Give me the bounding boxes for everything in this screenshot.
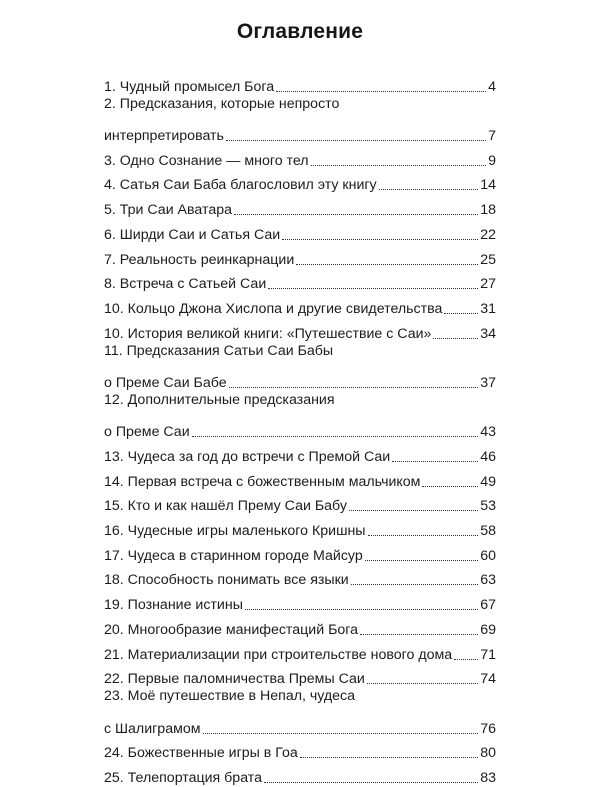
toc-entry [104, 392, 496, 441]
toc-entry-line-last [104, 71, 496, 96]
toc-entry-title: 16. Чудесные игры маленького Кришны [104, 523, 366, 540]
toc-entry-line-last [104, 269, 496, 294]
toc-entry-line-last [104, 120, 496, 145]
toc-page-number: 31 [480, 300, 496, 317]
toc-entry [104, 565, 496, 590]
dot-leader [229, 387, 479, 388]
toc-entry-line-last [104, 145, 496, 170]
dot-leader [268, 288, 478, 289]
toc-entry [104, 664, 496, 689]
toc-entry-line-last [104, 367, 496, 392]
toc-page-number: 7 [488, 128, 496, 145]
toc-entry [104, 639, 496, 664]
toc-entry [104, 688, 496, 737]
toc-entry-title: 13. Чудеса за год до встречи с Премой Саи [104, 449, 391, 465]
toc-entry-line [104, 392, 496, 417]
toc-entry-line-last [104, 170, 496, 195]
dot-leader [349, 510, 478, 511]
dot-leader [300, 757, 478, 758]
toc-entry-title: 21. Материализации при строительстве нового дома [104, 646, 453, 663]
toc-entry-title: 25. Телепортация брата [104, 769, 263, 786]
toc-entry [104, 466, 496, 491]
toc-entry-line-last [104, 664, 496, 689]
page-title: Оглавление [236, 20, 364, 43]
toc-entry [104, 318, 496, 343]
toc-entry-title: 24. Божественные игры в Гоа [104, 745, 298, 762]
toc-page-number: 76 [480, 720, 496, 737]
dot-leader [392, 461, 478, 462]
toc-entry [104, 343, 496, 392]
dot-leader [192, 436, 479, 437]
dot-leader [367, 683, 478, 684]
toc-entry-title: 4. Сатья Саи Баба благословил эту книгу [104, 177, 377, 194]
dot-leader [360, 634, 478, 635]
dot-leader [276, 91, 486, 92]
toc-entry-title: 10. История великой книги: «Путешествие с Саи» [104, 325, 432, 342]
toc-entry-title: 19. Познание истины [104, 597, 243, 614]
toc-page-number: 71 [480, 646, 496, 663]
toc-entry-line-last [104, 713, 496, 738]
toc-page-number: 18 [480, 202, 496, 219]
toc-page-number: 58 [480, 523, 496, 540]
dot-leader [264, 782, 478, 783]
toc-entry-line-last [104, 639, 496, 664]
toc-page-number: 43 [480, 424, 496, 441]
toc-entry-title: с Шалиграмом [104, 720, 201, 737]
dot-leader [351, 584, 478, 585]
toc-page-number: 63 [480, 572, 496, 589]
dot-leader [203, 733, 479, 734]
toc-entry [104, 515, 496, 540]
toc-entry-line-last [104, 244, 496, 269]
toc-entry-line-last [104, 491, 496, 516]
toc-entry-title: 20. Многообразие манифестаций Бога [104, 621, 359, 638]
toc-entry-line-last [104, 565, 496, 590]
toc-entry-title: о Преме Саи [104, 424, 190, 441]
toc-entry [104, 96, 496, 145]
toc-page-number: 22 [480, 226, 496, 243]
toc-entry-line [104, 96, 496, 121]
toc-entry-line [104, 688, 496, 713]
toc-page-number: 27 [480, 276, 496, 293]
toc-entry-title: 10. Кольцо Джона Хислопа и другие свидетельства [104, 300, 443, 317]
toc-page-number: 49 [480, 473, 496, 490]
toc-entry-title: 12. Дополнительные предсказания [104, 391, 335, 408]
toc-entry-title: 11. Предсказания Сатьи Саи Бабы [104, 342, 334, 359]
toc-page-number: 53 [480, 498, 496, 515]
toc-page-number: 14 [480, 177, 496, 194]
toc-entry-line-last [104, 441, 496, 466]
toc-entry-title: 17. Чудеса в старинном городе Майсур [104, 547, 363, 564]
toc-entry [104, 540, 496, 565]
toc-page-number: 67 [480, 597, 496, 614]
toc-entry-line-last [104, 540, 496, 565]
toc-entry-title: 1. Чудный промысел Бога [104, 78, 275, 95]
toc-page-number: 69 [480, 621, 496, 638]
dot-leader [379, 189, 479, 190]
toc-entry-title: о Преме Саи Бабе [104, 374, 227, 391]
toc-entry-line-last [104, 318, 496, 343]
toc-entry [104, 491, 496, 516]
dot-leader [444, 313, 478, 314]
toc-entry-line-last [104, 417, 496, 442]
toc-entry [104, 194, 496, 219]
toc-entry-line [104, 343, 496, 368]
dot-leader [311, 165, 487, 166]
toc-page-number: 60 [480, 547, 496, 564]
toc-entry-title: 22. Первые паломничества Премы Саи [104, 671, 365, 688]
toc-entry [104, 170, 496, 195]
toc-entry-title: 15. Кто и как нашёл Прему Саи Бабу [104, 498, 347, 515]
toc-entry-title: 5. Три Саи Аватара [104, 202, 232, 219]
toc-page-number: 74 [480, 671, 496, 688]
toc-entry-title: 14. Первая встреча с божественным мальчиком [104, 473, 421, 490]
toc-entry [104, 219, 496, 244]
dot-leader [454, 659, 478, 660]
toc-entry [104, 269, 496, 294]
toc-entry [104, 145, 496, 170]
toc-entry-title: 6. Ширди Саи и Сатья Саи [104, 226, 281, 243]
toc-page-number: 46 [480, 449, 496, 465]
toc-page-number: 83 [480, 769, 496, 786]
dot-leader [234, 214, 478, 215]
dot-leader [296, 264, 478, 265]
dot-leader [368, 535, 479, 536]
toc-entry-title: интерпретировать [104, 128, 224, 145]
toc-page-number: 9 [488, 152, 496, 169]
toc-page-number: 37 [480, 374, 496, 391]
toc-page-number: 4 [488, 78, 496, 95]
toc-entry [104, 614, 496, 639]
dot-leader [226, 140, 486, 141]
toc-entry-line-last [104, 219, 496, 244]
toc-entry-line-last [104, 293, 496, 318]
table-of-contents [104, 71, 496, 787]
dot-leader [282, 239, 478, 240]
toc-entry-title: 3. Одно Сознание — много тел [104, 152, 309, 169]
toc-entry-line-last [104, 614, 496, 639]
toc-entry-title: 7. Реальность реинкарнации [104, 251, 295, 268]
dot-leader [422, 486, 478, 487]
toc-entry-title: 8. Встреча с Сатьей Саи [104, 276, 267, 293]
dot-leader [245, 609, 478, 610]
toc-entry-title: 23. Моё путешествие в Непал, чудеса [104, 688, 356, 705]
toc-entry-line-last [104, 589, 496, 614]
dot-leader [433, 338, 478, 339]
toc-entry-line-last [104, 762, 496, 787]
toc-entry [104, 589, 496, 614]
dot-leader [365, 560, 478, 561]
toc-page-number: 80 [480, 745, 496, 762]
toc-page-number: 34 [480, 325, 496, 342]
toc-entry-title: 2. Предсказания, которые непросто [104, 95, 340, 112]
toc-entry [104, 762, 496, 787]
toc-entry-line-last [104, 466, 496, 491]
toc-entry-title: 18. Способность понимать все языки [104, 572, 349, 589]
toc-entry [104, 441, 496, 466]
toc-entry-line-last [104, 194, 496, 219]
toc-entry [104, 244, 496, 269]
toc-entry-line-last [104, 515, 496, 540]
toc-entry [104, 293, 496, 318]
toc-page-number: 25 [480, 251, 496, 268]
toc-entry [104, 71, 496, 96]
